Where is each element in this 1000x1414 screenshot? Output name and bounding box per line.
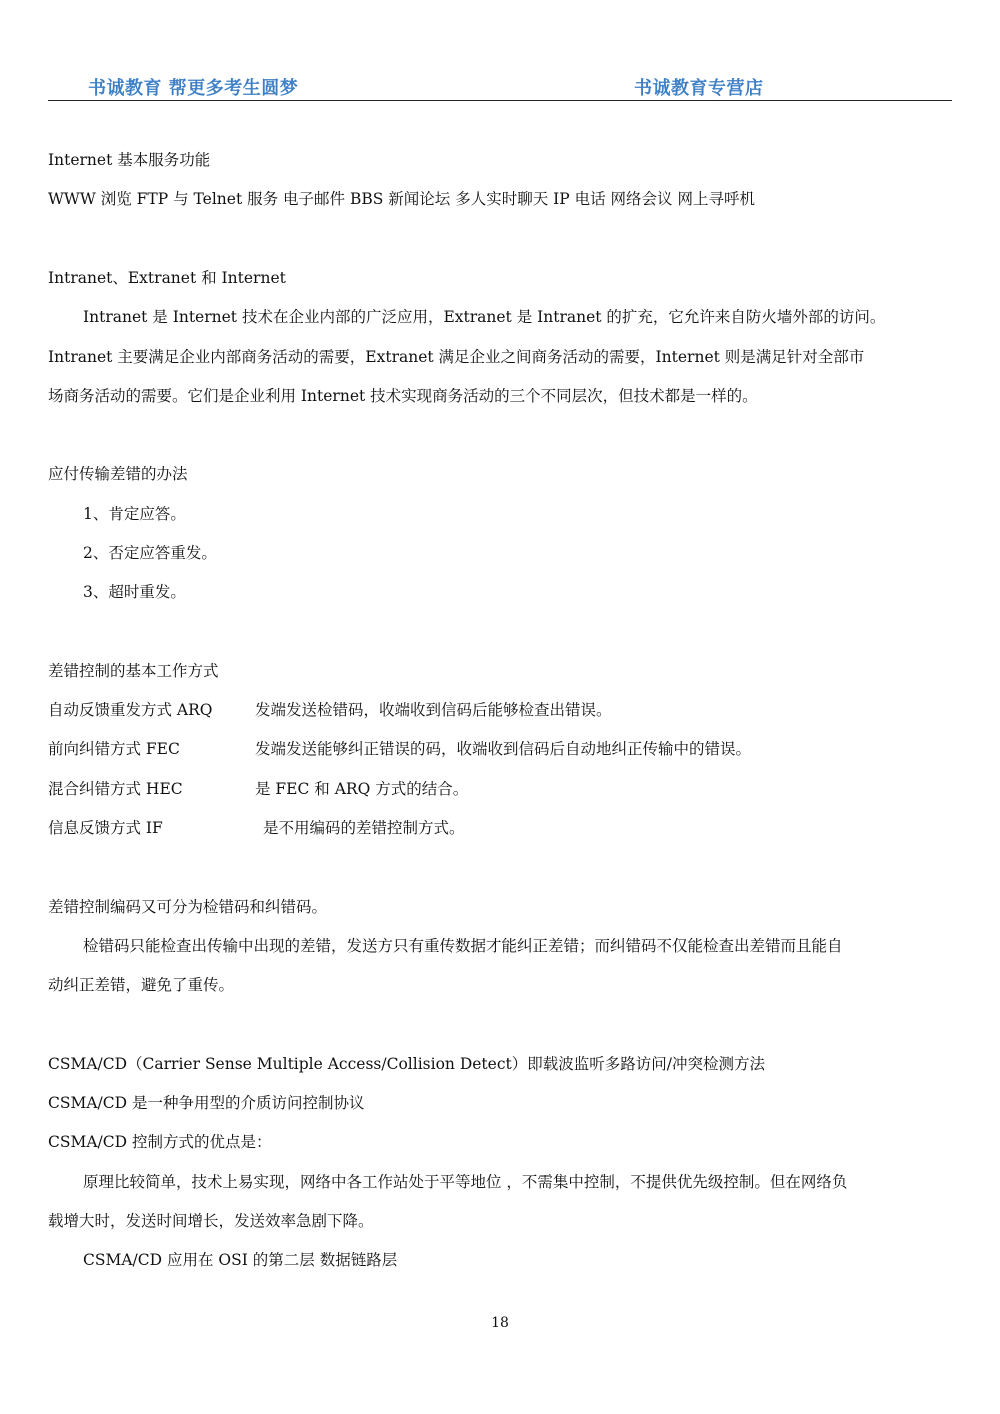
error-codes-title: 差错控制编码又可分为检错码和纠错码。 (48, 898, 328, 916)
error-control-name-if: 信息反馈方式 IF (48, 819, 163, 837)
error-methods-title: 应付传输差错的办法 (48, 465, 188, 483)
error-control-desc-hec: 是 FEC 和 ARQ 方式的结合。 (255, 780, 469, 798)
error-method-item-3: 3、超时重发。 (83, 583, 186, 601)
intranet-paragraph-line-3: 场商务活动的需要。它们是企业利用 Internet 技术实现商务活动的三个不同层次，但技术都是一样的。 (48, 387, 758, 405)
page-header (48, 70, 952, 101)
csma-definition: CSMA/CD（Carrier Sense Multiple Access/Collision Detect）即载波监听多路访问/冲突检测方法 (48, 1055, 765, 1073)
intranet-title: Intranet、Extranet 和 Internet (48, 269, 286, 287)
error-control-desc-arq: 发端发送检错码，收端收到信码后能够检查出错误。 (255, 701, 612, 719)
csma-advantages-line-2: 载增大时，发送时间增长，发送效率急剧下降。 (48, 1212, 374, 1230)
header-store-name: 书诚教育专营店 (634, 78, 764, 99)
error-control-desc-fec: 发端发送能够纠正错误的码，收端收到信码后自动地纠正传输中的错误。 (255, 740, 752, 758)
csma-advantages-title: CSMA/CD 控制方式的优点是： (48, 1133, 272, 1151)
csma-osi-layer: CSMA/CD 应用在 OSI 的第二层 数据链路层 (83, 1251, 398, 1269)
error-control-title: 差错控制的基本工作方式 (48, 662, 219, 680)
csma-protocol-type: CSMA/CD 是一种争用型的介质访问控制协议 (48, 1094, 365, 1112)
intranet-paragraph-line-2: Intranet 主要满足企业内部商务活动的需要，Extranet 满足企业之间商务活动的需要，Internet 则是满足针对全部市 (48, 348, 865, 366)
error-method-item-1: 1、肯定应答。 (83, 505, 186, 523)
error-control-name-hec: 混合纠错方式 HEC (48, 780, 183, 798)
header-slogan: 书诚教育 帮更多考生圆梦 (88, 78, 299, 99)
internet-services-title: Internet 基本服务功能 (48, 151, 211, 169)
error-control-name-arq: 自动反馈重发方式 ARQ (48, 701, 213, 719)
error-control-name-fec: 前向纠错方式 FEC (48, 740, 180, 758)
intranet-paragraph-line-1: Intranet 是 Internet 技术在企业内部的广泛应用，Extranet 是 Intranet 的扩充，它允许来自防火墙外部的访问。 (83, 308, 886, 326)
error-codes-paragraph-line-1: 检错码只能检查出传输中出现的差错，发送方只有重传数据才能纠正差错；而纠错码不仅能检查出差错而且能自 (83, 937, 843, 955)
page-number: 18 (491, 1315, 509, 1331)
error-method-item-2: 2、否定应答重发。 (83, 544, 217, 562)
csma-advantages-line-1: 原理比较简单，技术上易实现，网络中各工作站处于平等地位 ，不需集中控制，不提供优先级控制。但在网络负 (83, 1173, 848, 1191)
error-codes-paragraph-line-2: 动纠正差错，避免了重传。 (48, 976, 235, 994)
internet-services-list: WWW 浏览 FTP 与 Telnet 服务 电子邮件 BBS 新闻论坛 多人实时聊天 IP 电话 网络会议 网上寻呼机 (48, 190, 755, 208)
error-control-desc-if: 是不用编码的差错控制方式。 (263, 819, 465, 837)
